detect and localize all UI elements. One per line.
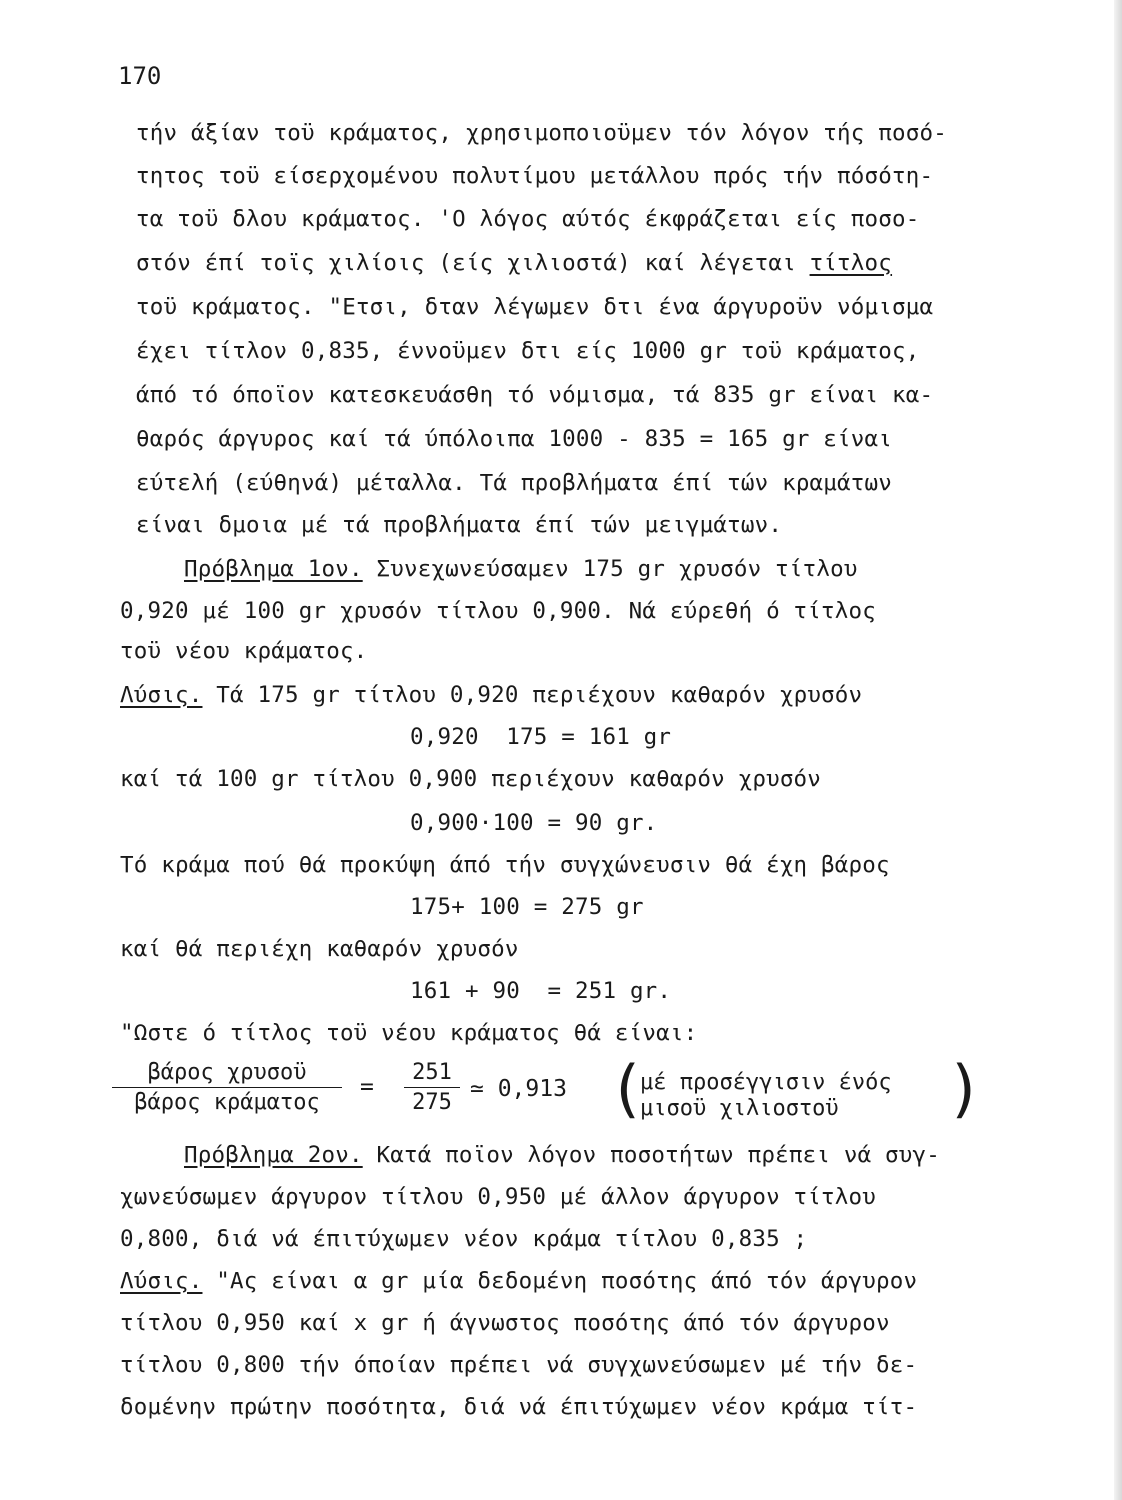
solution-label: Λύσις. <box>120 1268 203 1294</box>
fraction-weights <box>112 1060 342 1115</box>
text-line: τήν άξίαν τοϋ κράματος, χρησιμοποιοϋμεν τόν λόγον τής ποσό- <box>136 120 948 146</box>
titlos-term: τίτλος <box>809 250 893 276</box>
text-line: 0,800, διά νά έπιτύχωμεν νέον κράμα τίτλου 0,835 ; <box>120 1226 808 1252</box>
solution-label: Λύσις. <box>120 682 203 708</box>
equation-line: 161 + 90 = 251 gr. <box>410 978 672 1004</box>
equation-line: 175+ 100 = 275 gr <box>410 894 644 920</box>
right-paren: ) <box>946 1052 984 1125</box>
page-edge-shadow <box>1114 0 1122 1500</box>
approx-note-line: μισοϋ χιλιοστοϋ <box>640 1096 839 1121</box>
fraction-values <box>404 1060 460 1115</box>
text-line: καί τά 100 gr τίτλου 0,900 περιέχουν καθαρόν χρυσόν <box>120 766 822 792</box>
text-line: έχει τίτλον 0,835, έννοϋμεν δτι είς 1000 gr τοϋ κράματος, <box>136 338 920 364</box>
text-span: Συνεχωνεύσαμεν 175 gr χρυσόν τίτλου <box>362 556 858 582</box>
problem1-statement-line <box>184 556 858 582</box>
equation-line: 0,920 175 = 161 gr <box>410 724 672 750</box>
fraction-numerator: βάρος χρυσοϋ <box>112 1060 342 1088</box>
text-line: θαρός άργυρος καί τά ύπόλοιπα 1000 - 835 = 165 gr είναι <box>136 426 893 452</box>
text-line: τοϋ κράματος. "Ετσι, δταν λέγωμεν δτι ένα άργυροϋν νόμισμα <box>136 294 934 320</box>
text-line: τίτλου 0,950 καί x gr ή άγνωστος ποσότης άπό τόν άργυρον <box>120 1310 890 1336</box>
left-paren: ( <box>608 1052 646 1125</box>
problem1-solution-line <box>120 682 862 708</box>
approx-result: ≃ 0,913 <box>470 1076 567 1102</box>
text-line: χωνεύσωμεν άργυρον τίτλου 0,950 μέ άλλον άργυρον τίτλου <box>120 1184 877 1210</box>
page-number: 170 <box>118 62 162 90</box>
text-line: Τό κράμα πού θά προκύψη άπό τήν συγχώνευσιν θά έχη βάρος <box>120 852 890 878</box>
fraction-numerator: 251 <box>404 1060 460 1088</box>
problem1-heading: Πρόβλημα 1ον. <box>184 556 363 582</box>
text-span: στόν έπί τοϊς χιλίοις (είς χιλιοστά) καί λέγεται <box>136 250 810 276</box>
text-line: τητος τοϋ είσερχομένου πολυτίμου μετάλλου πρός τήν πόσότη- <box>136 163 934 189</box>
text-line: εύτελή (εύθηνά) μέταλλα. Τά προβλήματα έπί τών κραμάτων <box>136 470 893 496</box>
text-line <box>136 250 892 276</box>
text-line: 0,920 μέ 100 gr χρυσόν τίτλου 0,900. Νά εύρεθή ό τίτλος <box>120 598 877 624</box>
fraction-denominator: 275 <box>412 1090 452 1115</box>
equals-sign: = <box>360 1074 374 1100</box>
text-line: "Ωστε ό τίτλος τοϋ νέου κράματος θά είναι: <box>120 1020 698 1046</box>
text-line: καί θά περιέχη καθαρόν χρυσόν <box>120 936 519 962</box>
text-line: τοϋ νέου κράματος. <box>120 638 368 664</box>
equation-line: 0,900·100 = 90 gr. <box>410 810 658 836</box>
text-span: Τά 175 gr τίτλου 0,920 περιέχουν καθαρόν χρυσόν <box>202 682 863 708</box>
text-span: "Ας είναι α gr μία δεδομένη ποσότης άπό τόν άργυρον <box>202 1268 918 1294</box>
text-line: τίτλου 0,800 τήν όποίαν πρέπει νά συγχωνεύσωμεν μέ τήν δε- <box>120 1352 918 1378</box>
text-span: Κατά ποϊον λόγον ποσοτήτων πρέπει νά συγ- <box>362 1142 941 1168</box>
problem2-heading: Πρόβλημα 2ον. <box>184 1142 363 1168</box>
text-line: άπό τό όποϊον κατεσκευάσθη τό νόμισμα, τά 835 gr είναι κα- <box>136 382 934 408</box>
approx-note-line: μέ προσέγγισιν ένός <box>640 1070 892 1095</box>
text-line: τα τοϋ δλου κράματος. 'Ο λόγος αύτός έκφράζεται είς ποσο- <box>136 206 920 232</box>
problem2-statement-line <box>184 1142 940 1168</box>
text-line: δομένην πρώτην ποσότητα, διά νά έπιτύχωμεν νέον κράμα τίτ- <box>120 1394 918 1420</box>
fraction-denominator: βάρος κράματος <box>134 1090 320 1115</box>
problem2-solution-line <box>120 1268 917 1294</box>
text-line: είναι δμοια μέ τά προβλήματα έπί τών μειγμάτων. <box>136 512 783 538</box>
